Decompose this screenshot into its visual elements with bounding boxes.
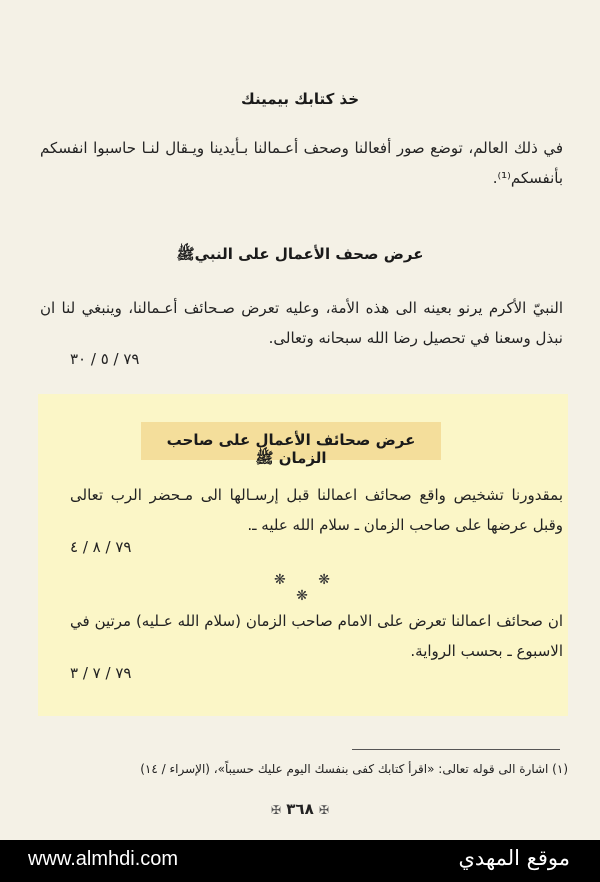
page-number-value: ٣٦٨: [286, 800, 314, 818]
paragraph-2: النبيّ الأكرم يرنو بعينه الى هذه الأمة، وعليه تعرض صـحائف أعـمالنا، وينبغي لنا ان نبذل وسعنا في تحصيل رضا الله سبحانه وتعالى.: [40, 299, 563, 347]
site-url-link[interactable]: www.almhdi.com: [28, 848, 179, 870]
footer-bar: [0, 840, 600, 882]
paragraph-1: في ذلك العالم، توضع صور أفعالنا وصحف أعـمالنا بـأيدينا ويـقال لنـا حاسبوا انفسكم بأنفسكم⁽¹⁾.: [40, 139, 563, 187]
date-2: ٧٩ / ٨ / ٤: [70, 538, 132, 556]
page-ornament-right: ✠: [318, 803, 330, 817]
site-logo: موقع المهدي: [458, 846, 570, 870]
footnote: (١) اشارة الى قوله تعالى: «اقرأ كتابك كفى بنفسك اليوم عليك حسيباً»، (الإسراء / ١٤): [140, 762, 568, 776]
separator-stars: ❋ ❋ ❋: [274, 572, 344, 604]
footnote-divider: [352, 749, 560, 750]
date-3: ٧٩ / ٧ / ٣: [70, 664, 132, 682]
paragraph-3: بمقدورنا تشخيص واقع صحائف اعمالنا قبل إرسـالها الى مـحضر الرب تعالى وقبل عرضها على صاحب الزمان ـ سلام الله عليه ـ.: [70, 486, 563, 534]
heading-take-your-book: خذ كتابك بيمينك: [240, 90, 360, 108]
paragraph-4: ان صحائف اعمالنا تعرض على الامام صاحب الزمان (سلام الله عـليه) مرتين في الاسبوع ـ بحسب الرواية.: [70, 612, 563, 660]
heading-imam-review: عرض صحائف الأعمال على صاحب الزمان ﷺ: [166, 431, 416, 467]
date-1: ٧٩ / ٥ / ٣٠: [70, 350, 140, 368]
heading-prophet-review: عرض صحف الأعمال على النبيﷺ: [176, 245, 424, 263]
page-number: [250, 800, 350, 818]
page-ornament-left: ✠: [270, 803, 282, 817]
